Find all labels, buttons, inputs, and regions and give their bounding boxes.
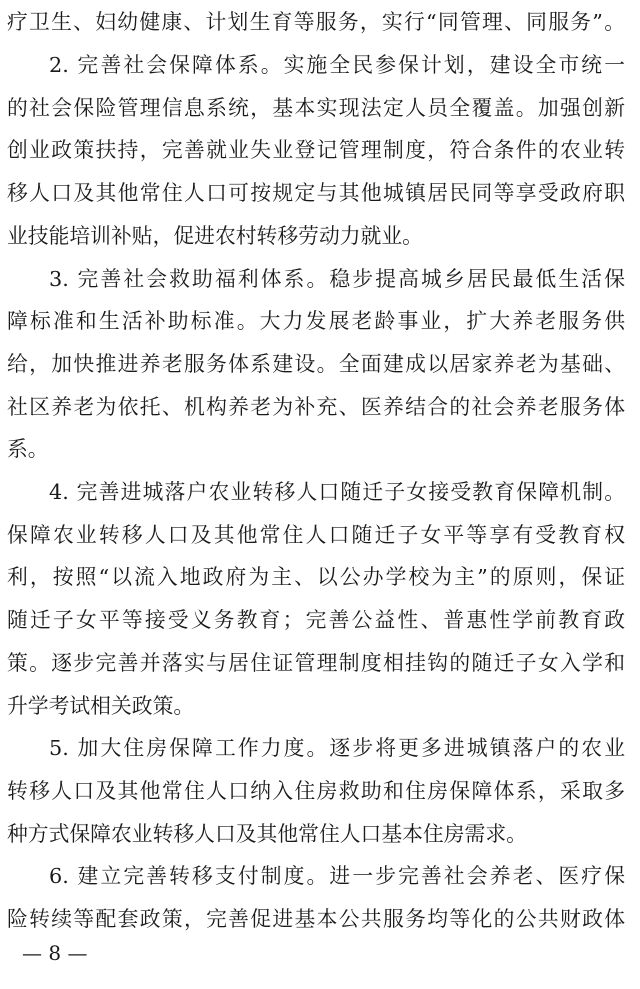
text-line: 险转续等配套政策，完善促进基本公共服务均等化的公共财政体 [7,907,625,931]
text-line: 随迁子女平等接受义务教育；完善公益性、普惠性学前教育政 [7,608,625,632]
text-line: 的社会保险管理信息系统，基本实现法定人员全覆盖。加强创新 [7,96,625,120]
item-4-heading-line: 4. 完善进城落户农业转移人口随迁子女接受教育保障机制。 [49,480,625,504]
page-number: — 8 — [22,941,88,965]
item-5-heading-line: 5. 加大住房保障工作力度。逐步将更多进城镇落户的农业 [49,736,625,760]
text-line: 疗卫生、妇幼健康、计划生育等服务，实行“同管理、同服务”。 [7,10,625,34]
text-line: 保障农业转移人口及其他常住人口随迁子女平等享有受教育权 [7,523,625,547]
text-line: 种方式保障农业转移人口及其他常住人口基本住房需求。 [7,822,527,846]
text-line: 创业政策扶持，完善就业失业登记管理制度，符合条件的农业转 [7,138,625,162]
item-3-heading-line: 3. 完善社会救助福利体系。稳步提高城乡居民最低生活保 [49,267,625,291]
text-line: 业技能培训补贴，促进农村转移劳动力就业。 [7,224,423,248]
item-2-heading-line: 2. 完善社会保障体系。实施全民参保计划，建设全市统一 [49,53,625,77]
text-line: 系。 [7,437,49,461]
text-line: 升学考试相关政策。 [7,694,195,718]
text-line: 给，加快推进养老服务体系建设。全面建成以居家养老为基础、 [7,352,625,376]
text-line: 利，按照“以流入地政府为主、以公办学校为主”的原则，保证 [7,565,625,589]
text-line: 转移人口及其他常住人口纳入住房救助和住房保障体系，采取多 [7,779,625,803]
text-line: 策。逐步完善并落实与居住证管理制度相挂钩的随迁子女入学和 [7,651,625,675]
text-line: 障标准和生活补助标准。大力发展老龄事业，扩大养老服务供 [7,309,625,333]
item-6-heading-line: 6. 建立完善转移支付制度。进一步完善社会养老、医疗保 [49,864,625,888]
text-line: 移人口及其他常住人口可按规定与其他城镇居民同等享受政府职 [7,181,625,205]
text-line: 社区养老为依托、机构养老为补充、医养结合的社会养老服务体 [7,395,625,419]
